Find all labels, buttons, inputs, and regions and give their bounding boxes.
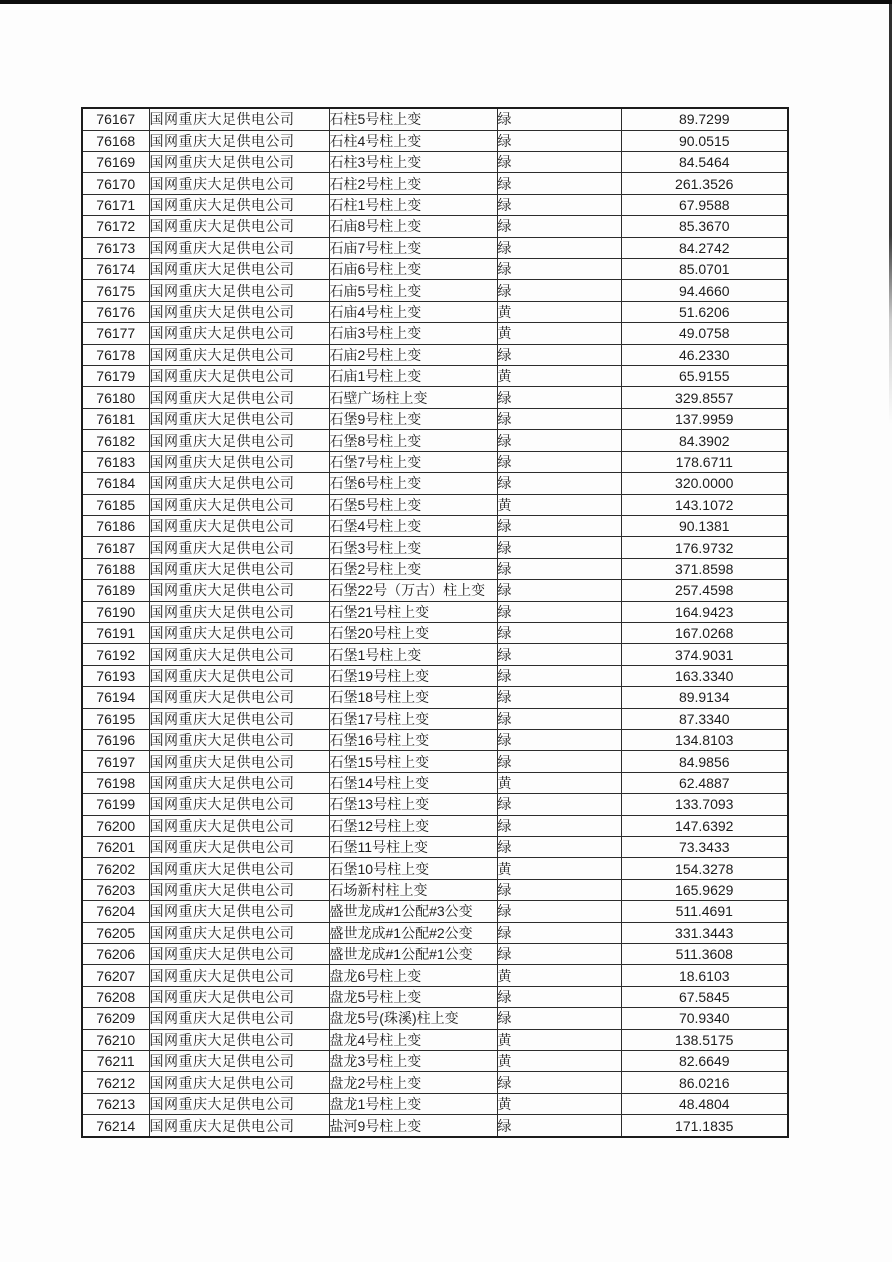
cell-id: 76214 [82,1115,149,1137]
cell-status: 绿 [497,387,621,408]
cell-company: 国网重庆大足供电公司 [149,430,329,451]
cell-id: 76168 [82,130,149,151]
cell-status: 绿 [497,901,621,922]
cell-company: 国网重庆大足供电公司 [149,237,329,258]
cell-company: 国网重庆大足供电公司 [149,944,329,965]
cell-company: 国网重庆大足供电公司 [149,708,329,729]
cell-company: 国网重庆大足供电公司 [149,1051,329,1072]
cell-device: 盘龙6号柱上变 [329,965,497,986]
cell-device: 石柱5号柱上变 [329,108,497,130]
cell-status: 绿 [497,794,621,815]
cell-status: 绿 [497,580,621,601]
table-row [82,173,788,194]
cell-device: 石堡6号柱上变 [329,473,497,494]
table-row [82,366,788,387]
cell-device: 盐河9号柱上变 [329,1115,497,1137]
cell-status: 绿 [497,237,621,258]
cell-status: 绿 [497,837,621,858]
cell-id: 76167 [82,108,149,130]
cell-value: 48.4804 [621,1093,788,1114]
table-row [82,751,788,772]
cell-company: 国网重庆大足供电公司 [149,601,329,622]
cell-value: 133.7093 [621,794,788,815]
cell-id: 76172 [82,216,149,237]
cell-device: 盘龙2号柱上变 [329,1072,497,1093]
cell-value: 134.8103 [621,729,788,750]
cell-value: 167.0268 [621,622,788,643]
table-row [82,1029,788,1050]
cell-status: 绿 [497,173,621,194]
cell-company: 国网重庆大足供电公司 [149,1093,329,1114]
cell-device: 石场新村柱上变 [329,879,497,900]
cell-device: 石堡10号柱上变 [329,858,497,879]
cell-company: 国网重庆大足供电公司 [149,280,329,301]
cell-device: 石庙1号柱上变 [329,366,497,387]
cell-status: 绿 [497,430,621,451]
table-row [82,901,788,922]
cell-value: 331.3443 [621,922,788,943]
table-row [82,216,788,237]
cell-status: 黄 [497,965,621,986]
transformer-load-table [81,107,789,1138]
cell-status: 绿 [497,708,621,729]
cell-company: 国网重庆大足供电公司 [149,108,329,130]
cell-company: 国网重庆大足供电公司 [149,1029,329,1050]
cell-value: 511.3608 [621,944,788,965]
cell-status: 绿 [497,216,621,237]
cell-id: 76181 [82,408,149,429]
cell-value: 85.0701 [621,259,788,280]
cell-device: 石壁广场柱上变 [329,387,497,408]
cell-value: 164.9423 [621,601,788,622]
cell-id: 76190 [82,601,149,622]
cell-value: 84.2742 [621,237,788,258]
cell-status: 黄 [497,494,621,515]
cell-company: 国网重庆大足供电公司 [149,152,329,173]
table-row [82,344,788,365]
table-row [82,451,788,472]
table-row [82,580,788,601]
table-row [82,729,788,750]
table-row [82,537,788,558]
table-row [82,601,788,622]
cell-device: 石堡18号柱上变 [329,687,497,708]
cell-value: 85.3670 [621,216,788,237]
cell-value: 84.5464 [621,152,788,173]
cell-device: 石柱4号柱上变 [329,130,497,151]
cell-value: 67.5845 [621,986,788,1007]
cell-company: 国网重庆大足供电公司 [149,1115,329,1137]
cell-device: 石庙6号柱上变 [329,259,497,280]
cell-id: 76208 [82,986,149,1007]
cell-value: 261.3526 [621,173,788,194]
cell-company: 国网重庆大足供电公司 [149,494,329,515]
cell-device: 石堡20号柱上变 [329,622,497,643]
cell-company: 国网重庆大足供电公司 [149,130,329,151]
cell-id: 76203 [82,879,149,900]
cell-value: 163.3340 [621,665,788,686]
cell-status: 绿 [497,408,621,429]
cell-company: 国网重庆大足供电公司 [149,194,329,215]
cell-status: 绿 [497,986,621,1007]
cell-status: 黄 [497,1051,621,1072]
cell-status: 绿 [497,622,621,643]
table-row [82,108,788,130]
cell-id: 76170 [82,173,149,194]
cell-device: 石堡4号柱上变 [329,515,497,536]
cell-id: 76207 [82,965,149,986]
cell-status: 黄 [497,1029,621,1050]
cell-status: 黄 [497,858,621,879]
table-row [82,644,788,665]
cell-device: 石堡5号柱上变 [329,494,497,515]
cell-id: 76211 [82,1051,149,1072]
cell-id: 76200 [82,815,149,836]
cell-value: 49.0758 [621,323,788,344]
cell-value: 94.4660 [621,280,788,301]
cell-id: 76169 [82,152,149,173]
table-row [82,408,788,429]
cell-company: 国网重庆大足供电公司 [149,965,329,986]
cell-status: 绿 [497,922,621,943]
cell-id: 76184 [82,473,149,494]
cell-status: 黄 [497,301,621,322]
cell-device: 石柱2号柱上变 [329,173,497,194]
cell-value: 46.2330 [621,344,788,365]
cell-device: 石庙3号柱上变 [329,323,497,344]
cell-device: 石堡21号柱上变 [329,601,497,622]
cell-status: 绿 [497,280,621,301]
cell-id: 76198 [82,772,149,793]
cell-id: 76173 [82,237,149,258]
cell-device: 石堡16号柱上变 [329,729,497,750]
cell-device: 石堡12号柱上变 [329,815,497,836]
table-row [82,879,788,900]
cell-id: 76199 [82,794,149,815]
scan-top-edge-line [0,0,892,4]
cell-value: 320.0000 [621,473,788,494]
cell-device: 石堡11号柱上变 [329,837,497,858]
cell-value: 87.3340 [621,708,788,729]
cell-status: 黄 [497,366,621,387]
table-row [82,944,788,965]
cell-status: 绿 [497,601,621,622]
cell-company: 国网重庆大足供电公司 [149,879,329,900]
cell-id: 76177 [82,323,149,344]
cell-id: 76179 [82,366,149,387]
cell-device: 石庙8号柱上变 [329,216,497,237]
table-row [82,1008,788,1029]
cell-value: 70.9340 [621,1008,788,1029]
cell-status: 绿 [497,152,621,173]
table-row [82,323,788,344]
cell-status: 绿 [497,537,621,558]
cell-value: 89.9134 [621,687,788,708]
table-row [82,665,788,686]
cell-id: 76191 [82,622,149,643]
cell-company: 国网重庆大足供电公司 [149,815,329,836]
cell-value: 147.6392 [621,815,788,836]
cell-status: 绿 [497,344,621,365]
cell-id: 76197 [82,751,149,772]
table-row [82,708,788,729]
cell-device: 石堡22号（万古）柱上变 [329,580,497,601]
cell-company: 国网重庆大足供电公司 [149,173,329,194]
cell-company: 国网重庆大足供电公司 [149,580,329,601]
cell-device: 石庙7号柱上变 [329,237,497,258]
cell-id: 76174 [82,259,149,280]
cell-id: 76186 [82,515,149,536]
cell-status: 绿 [497,879,621,900]
cell-status: 黄 [497,1093,621,1114]
table-row [82,965,788,986]
cell-id: 76205 [82,922,149,943]
cell-id: 76194 [82,687,149,708]
cell-company: 国网重庆大足供电公司 [149,922,329,943]
cell-company: 国网重庆大足供电公司 [149,837,329,858]
cell-device: 盛世龙成#1公配#2公变 [329,922,497,943]
cell-company: 国网重庆大足供电公司 [149,794,329,815]
table-row [82,387,788,408]
cell-value: 138.5175 [621,1029,788,1050]
cell-value: 18.6103 [621,965,788,986]
cell-device: 盛世龙成#1公配#3公变 [329,901,497,922]
cell-status: 绿 [497,1072,621,1093]
cell-company: 国网重庆大足供电公司 [149,344,329,365]
table-row [82,772,788,793]
cell-value: 90.0515 [621,130,788,151]
cell-id: 76171 [82,194,149,215]
cell-device: 石堡7号柱上变 [329,451,497,472]
cell-device: 石堡2号柱上变 [329,558,497,579]
cell-id: 76189 [82,580,149,601]
table-row [82,152,788,173]
cell-value: 176.9732 [621,537,788,558]
cell-value: 371.8598 [621,558,788,579]
table-row [82,558,788,579]
cell-company: 国网重庆大足供电公司 [149,1008,329,1029]
table-row [82,1072,788,1093]
cell-company: 国网重庆大足供电公司 [149,387,329,408]
cell-company: 国网重庆大足供电公司 [149,901,329,922]
table-row [82,922,788,943]
cell-status: 绿 [497,130,621,151]
cell-status: 绿 [497,451,621,472]
cell-value: 165.9629 [621,879,788,900]
cell-device: 石庙2号柱上变 [329,344,497,365]
cell-status: 黄 [497,772,621,793]
cell-company: 国网重庆大足供电公司 [149,665,329,686]
cell-device: 石庙5号柱上变 [329,280,497,301]
cell-status: 绿 [497,815,621,836]
cell-status: 绿 [497,108,621,130]
cell-device: 石堡13号柱上变 [329,794,497,815]
table-row [82,494,788,515]
cell-value: 154.3278 [621,858,788,879]
cell-id: 76187 [82,537,149,558]
cell-device: 盘龙4号柱上变 [329,1029,497,1050]
cell-value: 329.8557 [621,387,788,408]
cell-value: 84.3902 [621,430,788,451]
cell-status: 绿 [497,1008,621,1029]
cell-value: 62.4887 [621,772,788,793]
cell-id: 76180 [82,387,149,408]
cell-status: 黄 [497,323,621,344]
table-row [82,837,788,858]
cell-company: 国网重庆大足供电公司 [149,558,329,579]
table-row [82,301,788,322]
cell-device: 石柱3号柱上变 [329,152,497,173]
cell-value: 51.6206 [621,301,788,322]
table-row [82,130,788,151]
table-row [82,237,788,258]
cell-value: 171.1835 [621,1115,788,1137]
table-row [82,515,788,536]
cell-id: 76193 [82,665,149,686]
cell-device: 石堡9号柱上变 [329,408,497,429]
cell-value: 65.9155 [621,366,788,387]
cell-id: 76182 [82,430,149,451]
cell-status: 绿 [497,687,621,708]
table-row [82,794,788,815]
cell-value: 178.6711 [621,451,788,472]
cell-id: 76212 [82,1072,149,1093]
cell-id: 76206 [82,944,149,965]
cell-device: 石堡1号柱上变 [329,644,497,665]
cell-id: 76175 [82,280,149,301]
cell-device: 石庙4号柱上变 [329,301,497,322]
cell-id: 76192 [82,644,149,665]
cell-value: 374.9031 [621,644,788,665]
cell-company: 国网重庆大足供电公司 [149,772,329,793]
cell-id: 76213 [82,1093,149,1114]
cell-company: 国网重庆大足供电公司 [149,259,329,280]
cell-status: 绿 [497,751,621,772]
cell-value: 137.9959 [621,408,788,429]
cell-status: 绿 [497,729,621,750]
cell-status: 绿 [497,944,621,965]
cell-company: 国网重庆大足供电公司 [149,366,329,387]
table-row [82,1093,788,1114]
table-row [82,1051,788,1072]
cell-device: 盘龙5号柱上变 [329,986,497,1007]
cell-status: 绿 [497,644,621,665]
cell-device: 盘龙5号(珠溪)柱上变 [329,1008,497,1029]
cell-value: 511.4691 [621,901,788,922]
cell-value: 90.1381 [621,515,788,536]
cell-status: 绿 [497,259,621,280]
cell-company: 国网重庆大足供电公司 [149,986,329,1007]
table-row [82,259,788,280]
table-row [82,473,788,494]
table-row [82,622,788,643]
cell-value: 143.1072 [621,494,788,515]
cell-device: 石堡15号柱上变 [329,751,497,772]
cell-id: 76178 [82,344,149,365]
cell-company: 国网重庆大足供电公司 [149,301,329,322]
cell-company: 国网重庆大足供电公司 [149,751,329,772]
cell-status: 绿 [497,515,621,536]
cell-device: 石堡17号柱上变 [329,708,497,729]
cell-company: 国网重庆大足供电公司 [149,622,329,643]
cell-value: 84.9856 [621,751,788,772]
cell-id: 76185 [82,494,149,515]
table-row [82,687,788,708]
cell-id: 76176 [82,301,149,322]
cell-value: 82.6649 [621,1051,788,1072]
cell-id: 76195 [82,708,149,729]
cell-company: 国网重庆大足供电公司 [149,323,329,344]
table-body [82,108,788,1137]
cell-device: 石柱1号柱上变 [329,194,497,215]
cell-status: 绿 [497,473,621,494]
cell-company: 国网重庆大足供电公司 [149,687,329,708]
table-row [82,986,788,1007]
cell-company: 国网重庆大足供电公司 [149,1072,329,1093]
cell-company: 国网重庆大足供电公司 [149,408,329,429]
table-row [82,1115,788,1137]
cell-id: 76196 [82,729,149,750]
table-row [82,430,788,451]
cell-id: 76201 [82,837,149,858]
table-row [82,280,788,301]
cell-value: 73.3433 [621,837,788,858]
cell-id: 76202 [82,858,149,879]
table-row [82,858,788,879]
cell-status: 绿 [497,558,621,579]
table-row [82,194,788,215]
cell-company: 国网重庆大足供电公司 [149,729,329,750]
cell-company: 国网重庆大足供电公司 [149,216,329,237]
cell-value: 89.7299 [621,108,788,130]
cell-company: 国网重庆大足供电公司 [149,451,329,472]
cell-device: 盘龙1号柱上变 [329,1093,497,1114]
cell-status: 绿 [497,665,621,686]
cell-device: 盛世龙成#1公配#1公变 [329,944,497,965]
cell-value: 257.4598 [621,580,788,601]
cell-status: 绿 [497,194,621,215]
cell-company: 国网重庆大足供电公司 [149,537,329,558]
cell-id: 76188 [82,558,149,579]
cell-id: 76183 [82,451,149,472]
cell-company: 国网重庆大足供电公司 [149,644,329,665]
cell-company: 国网重庆大足供电公司 [149,515,329,536]
cell-company: 国网重庆大足供电公司 [149,858,329,879]
cell-id: 76209 [82,1008,149,1029]
cell-device: 石堡14号柱上变 [329,772,497,793]
cell-device: 石堡8号柱上变 [329,430,497,451]
cell-status: 绿 [497,1115,621,1137]
cell-device: 盘龙3号柱上变 [329,1051,497,1072]
cell-value: 86.0216 [621,1072,788,1093]
cell-device: 石堡3号柱上变 [329,537,497,558]
cell-id: 76210 [82,1029,149,1050]
cell-company: 国网重庆大足供电公司 [149,473,329,494]
cell-id: 76204 [82,901,149,922]
table-row [82,815,788,836]
cell-device: 石堡19号柱上变 [329,665,497,686]
cell-value: 67.9588 [621,194,788,215]
